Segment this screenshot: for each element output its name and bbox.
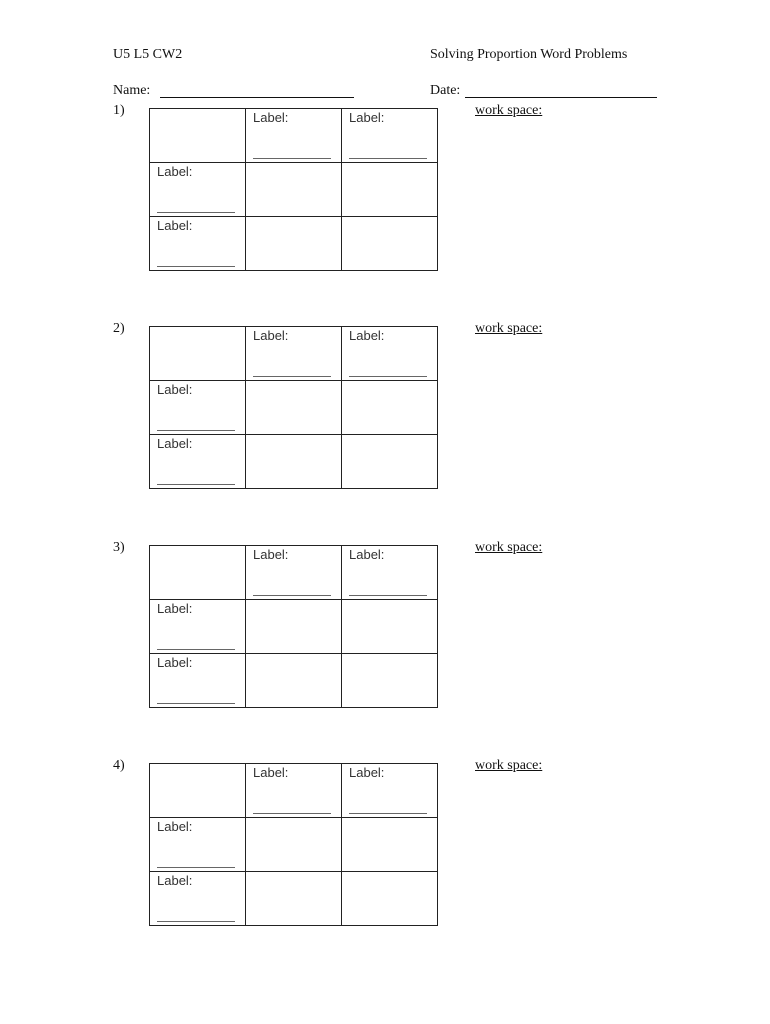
- work-space-label: work space:: [475, 540, 543, 555]
- value-cell[interactable]: [246, 217, 342, 271]
- column-label-cell[interactable]: [342, 327, 438, 381]
- date-label: Date:: [430, 83, 461, 98]
- label-blank-line[interactable]: [253, 813, 331, 814]
- problem-number: 4): [113, 758, 125, 773]
- cell-label: Label:: [157, 382, 193, 397]
- value-cell[interactable]: [342, 217, 438, 271]
- row-label-cell[interactable]: [150, 381, 246, 435]
- label-blank-line[interactable]: [349, 158, 427, 159]
- problem-number: 1): [113, 103, 125, 118]
- cell-label: Label:: [157, 164, 193, 179]
- cell-label: Label:: [157, 601, 193, 616]
- row-label-cell[interactable]: [150, 654, 246, 708]
- table-row: [150, 600, 438, 654]
- column-label-cell[interactable]: [342, 546, 438, 600]
- corner-cell: [150, 109, 246, 163]
- table-row: [150, 764, 438, 818]
- label-blank-line[interactable]: [157, 921, 235, 922]
- label-blank-line[interactable]: [253, 595, 331, 596]
- date-blank-line[interactable]: [465, 97, 657, 98]
- worksheet-title: Solving Proportion Word Problems: [430, 47, 628, 62]
- column-label-cell[interactable]: [246, 764, 342, 818]
- cell-label: Label:: [157, 873, 193, 888]
- cell-label: Label:: [349, 110, 385, 125]
- column-label-cell[interactable]: [246, 546, 342, 600]
- column-label-cell[interactable]: [246, 109, 342, 163]
- table-row: [150, 163, 438, 217]
- problem: [0, 103, 770, 293]
- value-cell[interactable]: [342, 600, 438, 654]
- table-row: [150, 109, 438, 163]
- value-cell[interactable]: [246, 872, 342, 926]
- label-blank-line[interactable]: [157, 649, 235, 650]
- row-label-cell[interactable]: [150, 435, 246, 489]
- proportion-table: [149, 108, 438, 271]
- value-cell[interactable]: [246, 381, 342, 435]
- row-label-cell[interactable]: [150, 818, 246, 872]
- table-row: [150, 327, 438, 381]
- problem: [0, 540, 770, 730]
- column-label-cell[interactable]: [246, 327, 342, 381]
- work-space-label: work space:: [475, 758, 543, 773]
- corner-cell: [150, 327, 246, 381]
- label-blank-line[interactable]: [349, 595, 427, 596]
- cell-label: Label:: [253, 765, 289, 780]
- cell-label: Label:: [157, 436, 193, 451]
- problem: [0, 321, 770, 511]
- corner-cell: [150, 764, 246, 818]
- problem-number: 3): [113, 540, 125, 555]
- label-blank-line[interactable]: [253, 376, 331, 377]
- label-blank-line[interactable]: [157, 703, 235, 704]
- name-label: Name:: [113, 83, 151, 98]
- label-blank-line[interactable]: [157, 867, 235, 868]
- value-cell[interactable]: [342, 818, 438, 872]
- proportion-table: [149, 763, 438, 926]
- value-cell[interactable]: [342, 654, 438, 708]
- value-cell[interactable]: [246, 435, 342, 489]
- problem: [0, 758, 770, 948]
- table-row: [150, 381, 438, 435]
- problem-number: 2): [113, 321, 125, 336]
- table-row: [150, 872, 438, 926]
- name-blank-line[interactable]: [160, 97, 354, 98]
- label-blank-line[interactable]: [157, 212, 235, 213]
- table-row: [150, 435, 438, 489]
- row-label-cell[interactable]: [150, 217, 246, 271]
- value-cell[interactable]: [342, 872, 438, 926]
- cell-label: Label:: [253, 110, 289, 125]
- cell-label: Label:: [157, 819, 193, 834]
- proportion-table: [149, 545, 438, 708]
- value-cell[interactable]: [342, 435, 438, 489]
- cell-label: Label:: [253, 547, 289, 562]
- value-cell[interactable]: [246, 600, 342, 654]
- table-row: [150, 654, 438, 708]
- cell-label: Label:: [157, 655, 193, 670]
- column-label-cell[interactable]: [342, 109, 438, 163]
- value-cell[interactable]: [246, 654, 342, 708]
- label-blank-line[interactable]: [253, 158, 331, 159]
- row-label-cell[interactable]: [150, 600, 246, 654]
- row-label-cell[interactable]: [150, 872, 246, 926]
- table-row: [150, 217, 438, 271]
- table-row: [150, 818, 438, 872]
- label-blank-line[interactable]: [349, 813, 427, 814]
- label-blank-line[interactable]: [349, 376, 427, 377]
- cell-label: Label:: [253, 328, 289, 343]
- work-space-label: work space:: [475, 103, 543, 118]
- label-blank-line[interactable]: [157, 484, 235, 485]
- cell-label: Label:: [349, 547, 385, 562]
- worksheet-code: U5 L5 CW2: [113, 47, 183, 62]
- cell-label: Label:: [349, 765, 385, 780]
- row-label-cell[interactable]: [150, 163, 246, 217]
- corner-cell: [150, 546, 246, 600]
- column-label-cell[interactable]: [342, 764, 438, 818]
- cell-label: Label:: [349, 328, 385, 343]
- value-cell[interactable]: [342, 163, 438, 217]
- value-cell[interactable]: [246, 163, 342, 217]
- label-blank-line[interactable]: [157, 266, 235, 267]
- work-space-label: work space:: [475, 321, 543, 336]
- proportion-table: [149, 326, 438, 489]
- value-cell[interactable]: [342, 381, 438, 435]
- value-cell[interactable]: [246, 818, 342, 872]
- table-row: [150, 546, 438, 600]
- cell-label: Label:: [157, 218, 193, 233]
- label-blank-line[interactable]: [157, 430, 235, 431]
